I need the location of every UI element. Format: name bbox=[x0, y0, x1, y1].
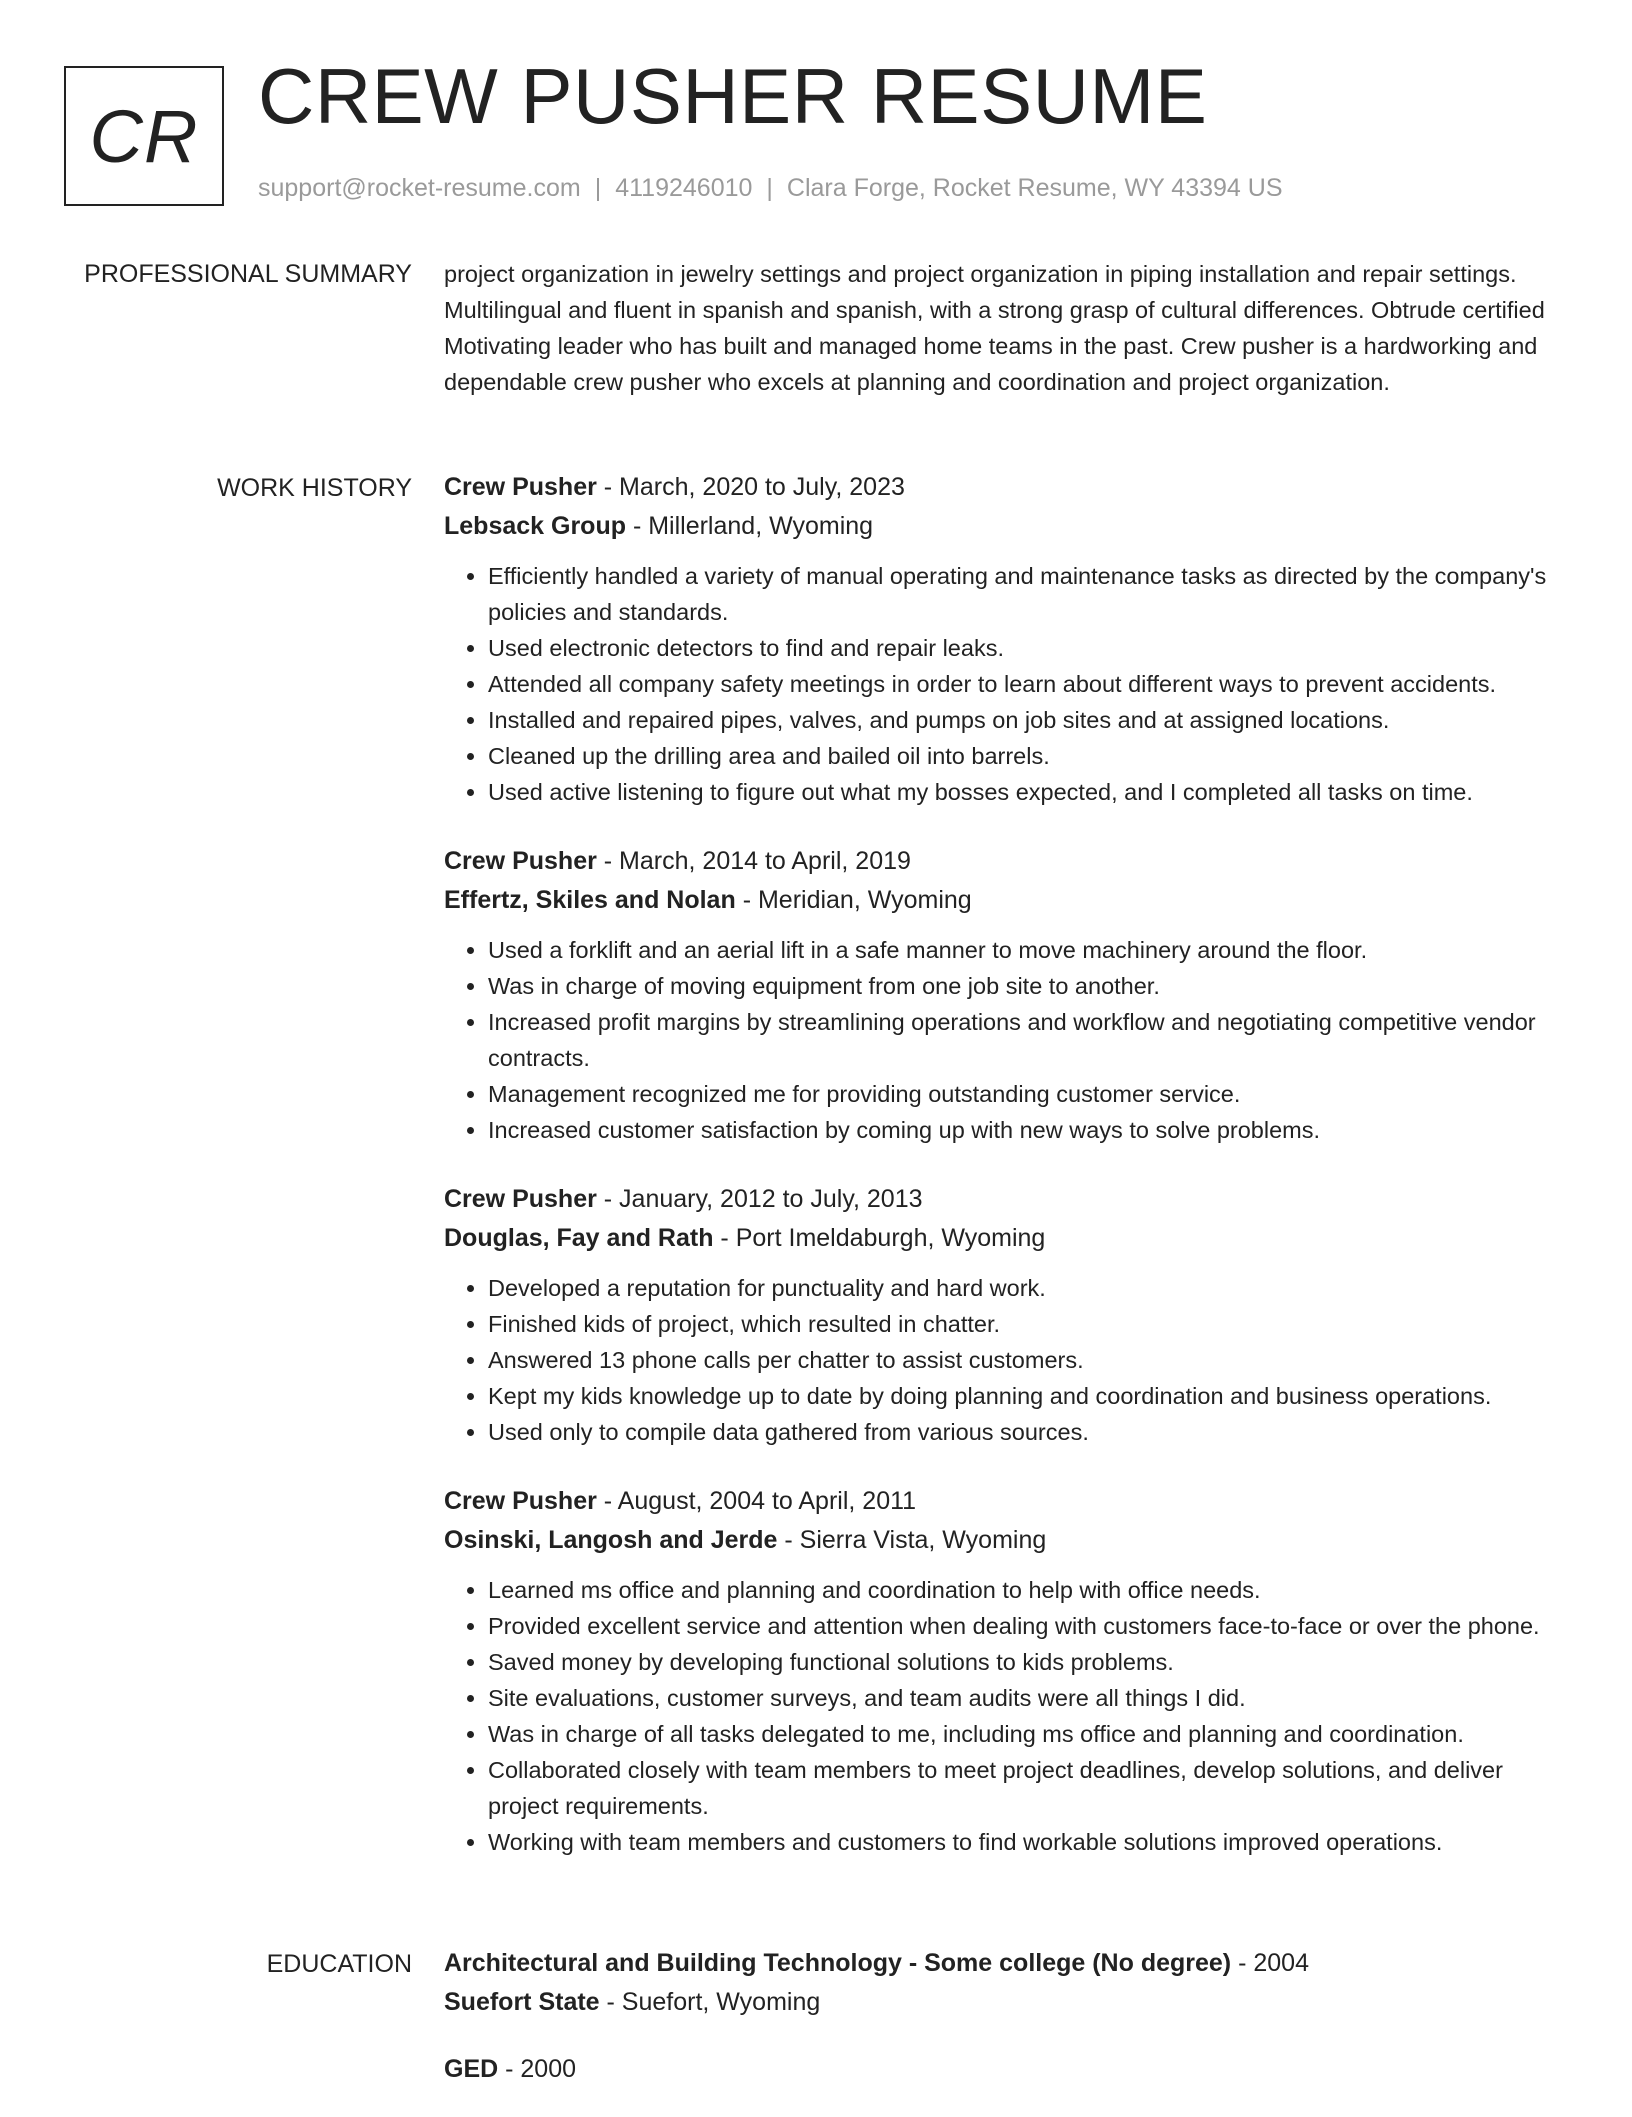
monogram-box bbox=[64, 66, 224, 206]
job-entry bbox=[444, 1180, 1564, 1450]
education-degree: Architectural and Building Technology - Some college (No degree) bbox=[444, 1949, 1232, 1977]
job-entry bbox=[444, 842, 1564, 1148]
education-location: - Suefort, Wyoming bbox=[599, 1988, 821, 2016]
bullet-item: • Installed and repaired pipes, valves, and pumps on job sites and at assigned locations. bbox=[488, 702, 1564, 738]
education-degree: GED bbox=[444, 2055, 499, 2083]
job-company-line bbox=[444, 1219, 1564, 1258]
bullet-item: • Kept my kids knowledge up to date by doing planning and coordination and business operations. bbox=[488, 1378, 1564, 1414]
education-school: Suefort State bbox=[444, 1988, 600, 2016]
job-company: Osinski, Langosh and Jerde bbox=[444, 1526, 778, 1554]
summary-body bbox=[444, 256, 1564, 400]
job-title: Crew Pusher bbox=[444, 1185, 597, 1213]
bullet-item: • Saved money by developing functional solutions to kids problems. bbox=[488, 1644, 1564, 1680]
job-title-line bbox=[444, 842, 1564, 881]
bullet-item: • Cleaned up the drilling area and bailed oil into barrels. bbox=[488, 738, 1564, 774]
education-entry bbox=[444, 1944, 1564, 2022]
job-bullets bbox=[444, 932, 1564, 1148]
job-title: Crew Pusher bbox=[444, 1487, 597, 1515]
bullet-item: • Site evaluations, customer surveys, and team audits were all things I did. bbox=[488, 1680, 1564, 1716]
job-company-line bbox=[444, 1521, 1564, 1560]
bullet-item: • Attended all company safety meetings in order to learn about different ways to prevent accidents. bbox=[488, 666, 1564, 702]
bullet-item: • Developed a reputation for punctuality and hard work. bbox=[488, 1270, 1564, 1306]
contact-separator: | bbox=[594, 174, 602, 202]
bullet-item: • Finished kids of project, which resulted in chatter. bbox=[488, 1306, 1564, 1342]
bullet-item: • Was in charge of moving equipment from one job site to another. bbox=[488, 968, 1564, 1004]
bullet-item: • Used electronic detectors to find and repair leaks. bbox=[488, 630, 1564, 666]
job-bullets bbox=[444, 558, 1564, 810]
job-title-line bbox=[444, 1180, 1564, 1219]
job-entry bbox=[444, 468, 1564, 810]
bullet-item: • Provided excellent service and attention when dealing with customers face-to-face or over the phone. bbox=[488, 1608, 1564, 1644]
contact-phone: 4119246010 bbox=[615, 174, 753, 202]
bullet-item: • Used only to compile data gathered from various sources. bbox=[488, 1414, 1564, 1450]
education-school-line bbox=[444, 1983, 1564, 2022]
contact-email: support@rocket-resume.com bbox=[258, 174, 581, 202]
job-bullets bbox=[444, 1270, 1564, 1450]
education-degree-line bbox=[444, 1944, 1564, 1983]
job-entry bbox=[444, 1482, 1564, 1860]
summary-text: project organization in jewelry settings and project organization in piping installation and repair settings. Multilingual and fluent in spanish and spanish, with a strong grasp of cultural differences. Obtrude certified Motivating leader who has built and managed home teams in the past. Crew pusher is a hardworking and dependable crew pusher who excels at planning and coordination and project organization. bbox=[444, 261, 1545, 395]
job-bullets bbox=[444, 1572, 1564, 1860]
job-dates: - March, 2020 to July, 2023 bbox=[596, 473, 905, 501]
education-degree-line bbox=[444, 2050, 1564, 2089]
section-label-summary: PROFESSIONAL SUMMARY bbox=[84, 260, 412, 288]
job-title: Crew Pusher bbox=[444, 473, 597, 501]
job-company: Lebsack Group bbox=[444, 512, 626, 540]
job-company: Douglas, Fay and Rath bbox=[444, 1224, 714, 1252]
resume-title: CREW PUSHER RESUME bbox=[258, 52, 1208, 140]
section-label-education: EDUCATION bbox=[266, 1950, 412, 1978]
job-title: Crew Pusher bbox=[444, 847, 597, 875]
bullet-item: • Efficiently handled a variety of manual operating and maintenance tasks as directed by the company's policies and standards. bbox=[488, 558, 1564, 630]
contact-line bbox=[258, 174, 1283, 203]
education-body bbox=[444, 1944, 1564, 2117]
bullet-item: • Used active listening to figure out what my bosses expected, and I completed all tasks on time. bbox=[488, 774, 1564, 810]
contact-separator: | bbox=[766, 174, 773, 202]
job-company-line bbox=[444, 507, 1564, 546]
job-dates: - January, 2012 to July, 2013 bbox=[596, 1185, 923, 1213]
bullet-item: • Collaborated closely with team members to meet project deadlines, develop solutions, and deliver project requirements. bbox=[488, 1752, 1564, 1824]
monogram-initials: CR bbox=[89, 94, 199, 178]
job-dates: - August, 2004 to April, 2011 bbox=[596, 1487, 917, 1515]
job-company: Effertz, Skiles and Nolan bbox=[444, 886, 736, 914]
education-entry bbox=[444, 2050, 1564, 2089]
bullet-item: • Management recognized me for providing outstanding customer service. bbox=[488, 1076, 1564, 1112]
bullet-item: • Increased customer satisfaction by coming up with new ways to solve problems. bbox=[488, 1112, 1564, 1148]
education-year: - 2004 bbox=[1231, 1949, 1309, 1977]
bullet-item: • Used a forklift and an aerial lift in a safe manner to move machinery around the floor. bbox=[488, 932, 1564, 968]
job-location: - Port Imeldaburgh, Wyoming bbox=[713, 1224, 1046, 1252]
job-location: - Meridian, Wyoming bbox=[735, 886, 972, 914]
job-company-line bbox=[444, 881, 1564, 920]
bullet-item: • Increased profit margins by streamlining operations and workflow and negotiating competitive vendor contracts. bbox=[488, 1004, 1564, 1076]
bullet-item: • Working with team members and customers to find workable solutions improved operations. bbox=[488, 1824, 1564, 1860]
job-title-line bbox=[444, 1482, 1564, 1521]
job-location: - Millerland, Wyoming bbox=[626, 512, 874, 540]
section-label-work-history: WORK HISTORY bbox=[217, 474, 412, 502]
job-location: - Sierra Vista, Wyoming bbox=[777, 1526, 1047, 1554]
contact-address: Clara Forge, Rocket Resume, WY 43394 US bbox=[786, 174, 1283, 202]
bullet-item: • Was in charge of all tasks delegated to me, including ms office and planning and coordination. bbox=[488, 1716, 1564, 1752]
bullet-item: • Learned ms office and planning and coordination to help with office needs. bbox=[488, 1572, 1564, 1608]
work-history-body bbox=[444, 468, 1564, 1892]
bullet-item: • Answered 13 phone calls per chatter to assist customers. bbox=[488, 1342, 1564, 1378]
job-dates: - March, 2014 to April, 2019 bbox=[596, 847, 911, 875]
job-title-line bbox=[444, 468, 1564, 507]
education-year: - 2000 bbox=[498, 2055, 577, 2083]
